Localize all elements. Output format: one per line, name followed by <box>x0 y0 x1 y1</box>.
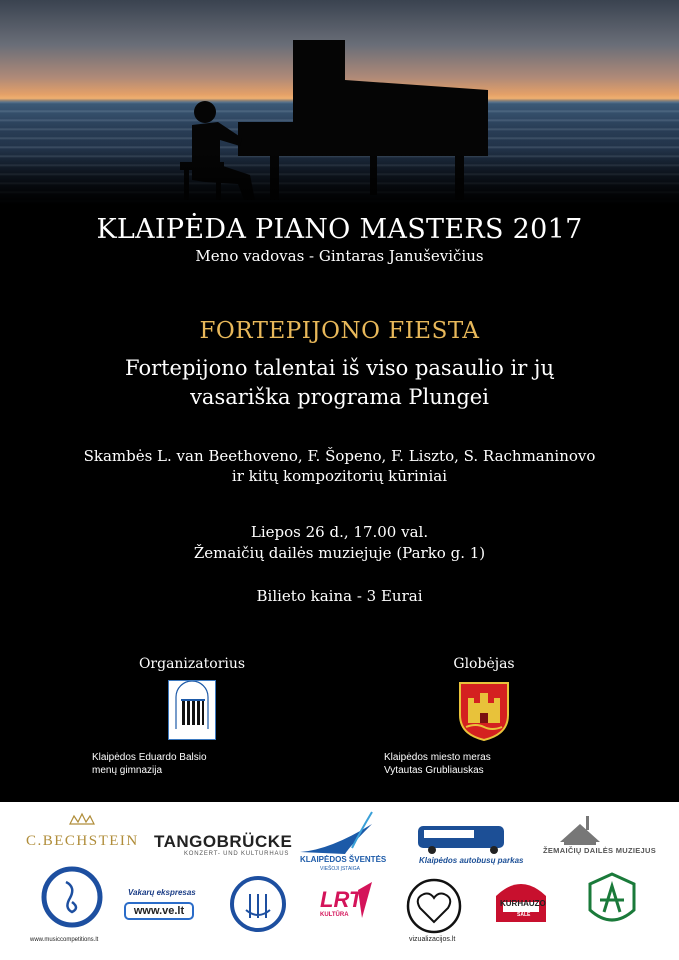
hero-fade <box>0 150 679 205</box>
tangobrucke-subtitle: KONZERT- UND KULTURHAUS <box>184 851 290 857</box>
organizer-caption <box>92 751 292 777</box>
sponsor-logo-shapes <box>0 802 679 960</box>
klaipedos-sventes-subtitle: VIEŠOJI ĮSTAIGA <box>320 866 360 872</box>
ticket-price: Bilieto kaina - 3 Eurai <box>256 587 423 605</box>
lrt-subtitle: KULTŪRA <box>320 912 349 918</box>
composers-line-1: Skambės L. van Beethoveno, F. Šopeno, F. Liszto, S. Rachmaninovo <box>83 447 596 465</box>
vizualizacijos-logo: vizualizacijos.lt <box>409 936 456 943</box>
organizer-heading: Organizatorius <box>138 656 246 672</box>
school-logo <box>168 680 216 740</box>
patron-name-line-1: Klaipėdos miesto meras <box>384 752 491 763</box>
kurhauzo-subtitle: SALĖ <box>517 912 531 918</box>
lrt-logo: LRT <box>320 887 363 912</box>
event-name: FORTEPIJONO FIESTA <box>199 318 480 344</box>
bechstein-logo: C.BECHSTEIN <box>26 833 139 849</box>
composers-line-2: ir kitų kompozitorių kūriniai <box>231 467 448 485</box>
kurhauzo-logo: KURHAUZO <box>500 899 546 908</box>
vakaru-ekspresas-logo: Vakarų ekspresas <box>128 888 196 897</box>
klaipeda-crest-icon <box>458 681 510 741</box>
hero-photo <box>0 0 679 205</box>
event-date: Liepos 26 d., 17.00 val. <box>250 523 429 541</box>
musiccompetitions-logo: www.musiccompetitions.lt <box>30 937 99 943</box>
subtitle-line-2: vasariška programa Plungei <box>190 385 489 409</box>
artistic-director: Meno vadovas - Gintaras Januševičius <box>195 247 484 265</box>
organizer-name-line-2: menų gimnazija <box>92 765 163 776</box>
poster-title: KLAIPĖDA PIANO MASTERS 2017 <box>96 214 583 245</box>
bus-park-logo: Klaipėdos autobusų parkas <box>419 856 524 865</box>
zemaiciu-muziejus-logo: ŽEMAIČIŲ DAILĖS MUZIEJUS <box>543 846 657 855</box>
sponsors-strip <box>0 802 679 960</box>
subtitle-line-1: Fortepijono talentai iš viso pasaulio ir jų <box>125 356 554 380</box>
ve-lt-logo: www.ve.lt <box>124 902 194 920</box>
patron-name-line-2: Vytautas Grubliauskas <box>384 765 484 776</box>
organizer-name-line-1: Klaipėdos Eduardo Balsio <box>92 752 207 763</box>
klaipedos-sventes-logo: KLAIPĖDOS ŠVENTĖS <box>300 855 387 864</box>
event-venue: Žemaičių dailės muziejuje (Parko g. 1) <box>193 544 486 562</box>
patron-caption <box>384 751 584 777</box>
patron-heading: Globėjas <box>453 656 515 672</box>
tangobrucke-logo: TANGOBRÜCKE <box>154 832 293 851</box>
